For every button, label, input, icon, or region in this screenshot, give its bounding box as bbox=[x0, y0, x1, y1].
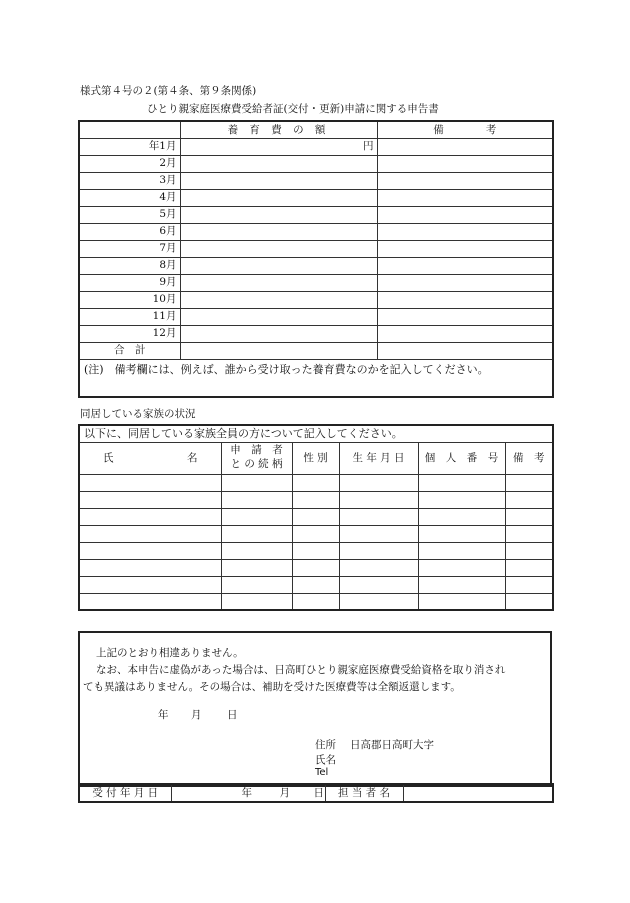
support-row bbox=[79, 291, 553, 308]
received-date-field bbox=[171, 784, 325, 802]
total-amount-cell[interactable] bbox=[180, 342, 377, 359]
staff-label: 担 当 者 名 bbox=[325, 784, 403, 802]
month-label: 6月 bbox=[79, 223, 180, 240]
remarks-cell[interactable] bbox=[505, 491, 553, 508]
number-cell[interactable] bbox=[418, 508, 505, 525]
remarks-cell[interactable] bbox=[505, 559, 553, 576]
tel-label: Tel bbox=[315, 767, 329, 778]
month-label: 2月 bbox=[79, 155, 180, 172]
total-remarks-cell[interactable] bbox=[377, 342, 553, 359]
gender-cell[interactable] bbox=[292, 559, 339, 576]
support-row bbox=[79, 138, 553, 155]
month-label: 12月 bbox=[79, 325, 180, 342]
name-cell[interactable] bbox=[79, 542, 221, 559]
support-row bbox=[79, 257, 553, 274]
remarks-cell[interactable] bbox=[377, 325, 553, 342]
declaration-box bbox=[78, 631, 552, 787]
declaration-line3: ても異議はありません。その場合は、補助を受けた医療費等は全額返還します。 bbox=[83, 681, 461, 693]
family-row bbox=[79, 508, 553, 525]
family-row bbox=[79, 559, 553, 576]
remarks-cell[interactable] bbox=[505, 525, 553, 542]
family-row bbox=[79, 525, 553, 542]
remarks-cell[interactable] bbox=[505, 593, 553, 610]
support-table bbox=[78, 120, 554, 398]
gender-cell[interactable] bbox=[292, 593, 339, 610]
month-label: 4月 bbox=[79, 189, 180, 206]
family-header-row bbox=[79, 442, 553, 474]
reception-table bbox=[78, 783, 554, 803]
remarks-cell[interactable] bbox=[377, 223, 553, 240]
name-cell[interactable] bbox=[79, 508, 221, 525]
gender-cell[interactable] bbox=[292, 474, 339, 491]
amount-cell[interactable] bbox=[180, 274, 377, 291]
gender-cell[interactable] bbox=[292, 491, 339, 508]
support-row bbox=[79, 240, 553, 257]
remarks-cell[interactable] bbox=[377, 138, 553, 155]
address-label: 住所 bbox=[315, 739, 336, 751]
remarks-cell[interactable] bbox=[377, 172, 553, 189]
remarks-cell[interactable] bbox=[505, 542, 553, 559]
remarks-cell[interactable] bbox=[377, 240, 553, 257]
number-cell[interactable] bbox=[418, 559, 505, 576]
support-header-amount: 養 育 費 の 額 bbox=[180, 121, 377, 138]
support-row bbox=[79, 274, 553, 291]
relation-cell[interactable] bbox=[221, 559, 292, 576]
month-label: 3月 bbox=[79, 172, 180, 189]
birthdate-cell[interactable] bbox=[339, 559, 418, 576]
support-row bbox=[79, 189, 553, 206]
declaration-date-day: 日 bbox=[227, 709, 238, 721]
remarks-cell[interactable] bbox=[377, 189, 553, 206]
gender-cell[interactable] bbox=[292, 508, 339, 525]
month-label: 5月 bbox=[79, 206, 180, 223]
total-row bbox=[79, 342, 553, 359]
birthdate-cell[interactable] bbox=[339, 542, 418, 559]
header-birthdate: 生 年 月 日 bbox=[339, 442, 418, 474]
support-note: (注) 備考欄には、例えば、誰から受け取った養育費なのかを記入してください。 bbox=[79, 359, 553, 397]
remarks-cell[interactable] bbox=[377, 291, 553, 308]
month-label: 9月 bbox=[79, 274, 180, 291]
staff-field bbox=[403, 784, 553, 802]
number-cell[interactable] bbox=[418, 542, 505, 559]
family-row bbox=[79, 542, 553, 559]
name-cell[interactable] bbox=[79, 474, 221, 491]
relation-cell[interactable] bbox=[221, 474, 292, 491]
remarks-cell[interactable] bbox=[505, 576, 553, 593]
birthdate-cell[interactable] bbox=[339, 525, 418, 542]
received-year: 年 bbox=[241, 787, 252, 799]
form-id: 様式第４号の２(第４条、第９条関係) bbox=[80, 85, 257, 97]
number-cell[interactable] bbox=[418, 576, 505, 593]
header-name: 氏 名 bbox=[79, 442, 221, 474]
total-label: 合 計 bbox=[79, 342, 180, 359]
support-row bbox=[79, 308, 553, 325]
birthdate-cell[interactable] bbox=[339, 491, 418, 508]
relation-cell[interactable] bbox=[221, 508, 292, 525]
remarks-cell[interactable] bbox=[377, 274, 553, 291]
family-row bbox=[79, 576, 553, 593]
header-number: 個 人 番 号 bbox=[418, 442, 505, 474]
declaration-line1: 上記のとおり相違ありません。 bbox=[96, 647, 244, 659]
birthdate-cell[interactable] bbox=[339, 508, 418, 525]
family-row bbox=[79, 491, 553, 508]
family-instruction: 以下に、同居している家族全員の方について記入してください。 bbox=[79, 425, 553, 442]
amount-cell[interactable] bbox=[180, 138, 377, 155]
remarks-cell[interactable] bbox=[377, 308, 553, 325]
amount-cell[interactable] bbox=[180, 206, 377, 223]
relation-cell[interactable] bbox=[221, 576, 292, 593]
month-label: 10月 bbox=[79, 291, 180, 308]
amount-cell[interactable] bbox=[180, 325, 377, 342]
month-label: 8月 bbox=[79, 257, 180, 274]
amount-cell[interactable] bbox=[180, 172, 377, 189]
received-day: 日 bbox=[313, 787, 324, 799]
support-row bbox=[79, 325, 553, 342]
relation-cell[interactable] bbox=[221, 491, 292, 508]
amount-cell[interactable] bbox=[180, 257, 377, 274]
header-relation-line1: 申 請 者 bbox=[230, 444, 283, 457]
family-table bbox=[78, 424, 554, 611]
relation-cell[interactable] bbox=[221, 525, 292, 542]
amount-cell[interactable] bbox=[180, 308, 377, 325]
month-label: 年1月 bbox=[79, 138, 180, 155]
header-relation bbox=[221, 442, 292, 474]
amount-cell[interactable] bbox=[180, 291, 377, 308]
number-cell[interactable] bbox=[418, 525, 505, 542]
birthdate-cell[interactable] bbox=[339, 474, 418, 491]
amount-cell[interactable] bbox=[180, 223, 377, 240]
name-cell[interactable] bbox=[79, 593, 221, 610]
form-title: ひとり親家庭医療費受給者証(交付・更新)申請に関する申告書 bbox=[147, 103, 439, 115]
received-date-label: 受 付 年 月 日 bbox=[79, 784, 171, 802]
name-cell[interactable] bbox=[79, 525, 221, 542]
support-row bbox=[79, 206, 553, 223]
remarks-cell[interactable] bbox=[377, 155, 553, 172]
note-row bbox=[79, 359, 553, 397]
family-row bbox=[79, 593, 553, 610]
remarks-cell[interactable] bbox=[505, 508, 553, 525]
remarks-cell[interactable] bbox=[505, 474, 553, 491]
header-relation-line2: と の 続 柄 bbox=[230, 458, 283, 470]
amount-cell[interactable] bbox=[180, 240, 377, 257]
gender-cell[interactable] bbox=[292, 525, 339, 542]
birthdate-cell[interactable] bbox=[339, 576, 418, 593]
support-row bbox=[79, 223, 553, 240]
support-row bbox=[79, 155, 553, 172]
number-cell[interactable] bbox=[418, 491, 505, 508]
support-header-remarks: 備 考 bbox=[377, 121, 553, 138]
gender-cell[interactable] bbox=[292, 542, 339, 559]
address-value: 日高郡日高町大字 bbox=[350, 739, 434, 751]
support-row bbox=[79, 172, 553, 189]
remarks-cell[interactable] bbox=[377, 206, 553, 223]
name-cell[interactable] bbox=[79, 559, 221, 576]
number-cell[interactable] bbox=[418, 474, 505, 491]
support-header-row bbox=[79, 121, 553, 138]
relation-cell[interactable] bbox=[221, 542, 292, 559]
declaration-date-year: 年 bbox=[158, 709, 169, 721]
number-cell[interactable] bbox=[418, 593, 505, 610]
gender-cell[interactable] bbox=[292, 576, 339, 593]
header-gender: 性 別 bbox=[292, 442, 339, 474]
received-month: 月 bbox=[279, 787, 290, 799]
family-row bbox=[79, 474, 553, 491]
relation-cell[interactable] bbox=[221, 593, 292, 610]
header-remarks: 備 考 bbox=[505, 442, 553, 474]
yen-unit: 円 bbox=[363, 140, 374, 153]
declaration-date-month: 月 bbox=[191, 709, 202, 721]
amount-cell[interactable] bbox=[180, 189, 377, 206]
birthdate-cell[interactable] bbox=[339, 593, 418, 610]
month-label: 7月 bbox=[79, 240, 180, 257]
remarks-cell[interactable] bbox=[377, 257, 553, 274]
declaration-line2: なお、本申告に虚偽があった場合は、日高町ひとり親家庭医療費受給資格を取り消され bbox=[96, 664, 506, 676]
name-label: 氏名 bbox=[315, 754, 336, 766]
name-cell[interactable] bbox=[79, 576, 221, 593]
family-section-title: 同居している家族の状況 bbox=[80, 408, 196, 420]
support-header-blank bbox=[79, 121, 180, 138]
name-cell[interactable] bbox=[79, 491, 221, 508]
amount-cell[interactable] bbox=[180, 155, 377, 172]
month-label: 11月 bbox=[79, 308, 180, 325]
